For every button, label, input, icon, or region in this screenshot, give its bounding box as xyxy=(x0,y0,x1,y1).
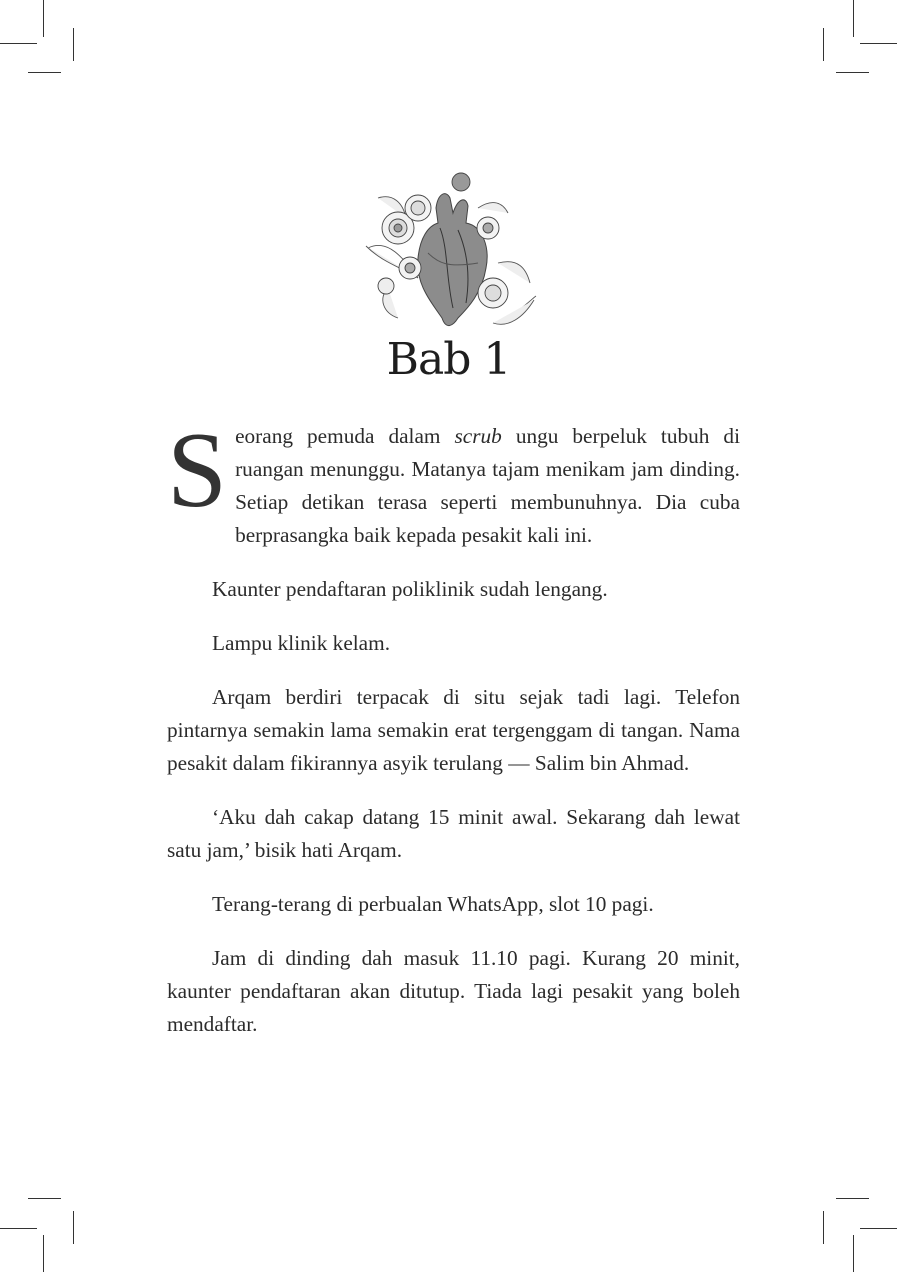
crop-mark xyxy=(28,1198,61,1199)
drop-cap: S xyxy=(167,411,228,530)
paragraph: ‘Aku dah cakap datang 15 minit awal. Sekarang dah lewat satu jam,’ bisik hati Arqam. xyxy=(167,805,740,862)
crop-mark xyxy=(860,1228,897,1229)
crop-mark xyxy=(0,1228,37,1229)
paragraph: Arqam berdiri terpacak di situ sejak tadi lagi. Telefon pintarnya semakin lama semakin erat tergenggam di tangan. Nama pesakit dalam fikirannya asyik terulang — Salim bin Ahmad. xyxy=(167,685,740,775)
crop-mark xyxy=(73,28,74,61)
crop-mark xyxy=(73,1211,74,1244)
crop-mark xyxy=(43,1235,44,1272)
crop-mark xyxy=(0,43,37,44)
crop-mark xyxy=(823,28,824,61)
paragraph-text: eorang pemuda dalam xyxy=(235,424,455,448)
floral-heart-illustration xyxy=(358,168,538,338)
paragraph: Kaunter pendaftaran poliklinik sudah lengang. xyxy=(212,577,608,601)
crop-mark xyxy=(836,72,869,73)
crop-mark xyxy=(836,1198,869,1199)
paragraph: Lampu klinik kelam. xyxy=(212,631,391,655)
paragraph: Terang-terang di perbualan WhatsApp, slot 10 pagi. xyxy=(212,892,654,916)
crop-mark xyxy=(853,1235,854,1272)
crop-mark xyxy=(823,1211,824,1244)
crop-mark xyxy=(853,0,854,37)
paragraph: Jam di dinding dah masuk 11.10 pagi. Kurang 20 minit, kaunter pendaftaran akan ditutup. Tiada lagi pesakit yang boleh mendaftar. xyxy=(167,946,740,1036)
crop-mark xyxy=(28,72,61,73)
chapter-body xyxy=(167,411,740,1062)
crop-mark xyxy=(860,43,897,44)
crop-mark xyxy=(43,0,44,37)
paragraph xyxy=(167,411,740,552)
paragraph-text: ungu berpeluk tubuh di ruangan menunggu. Matanya tajam menikam jam dinding. Setiap detikan terasa seperti membunuhnya. Dia cuba berprasangka baik kepada pesakit kali ini. xyxy=(235,424,740,547)
chapter-title: Bab 1 xyxy=(386,334,511,385)
italic-word: scrub xyxy=(454,424,502,448)
